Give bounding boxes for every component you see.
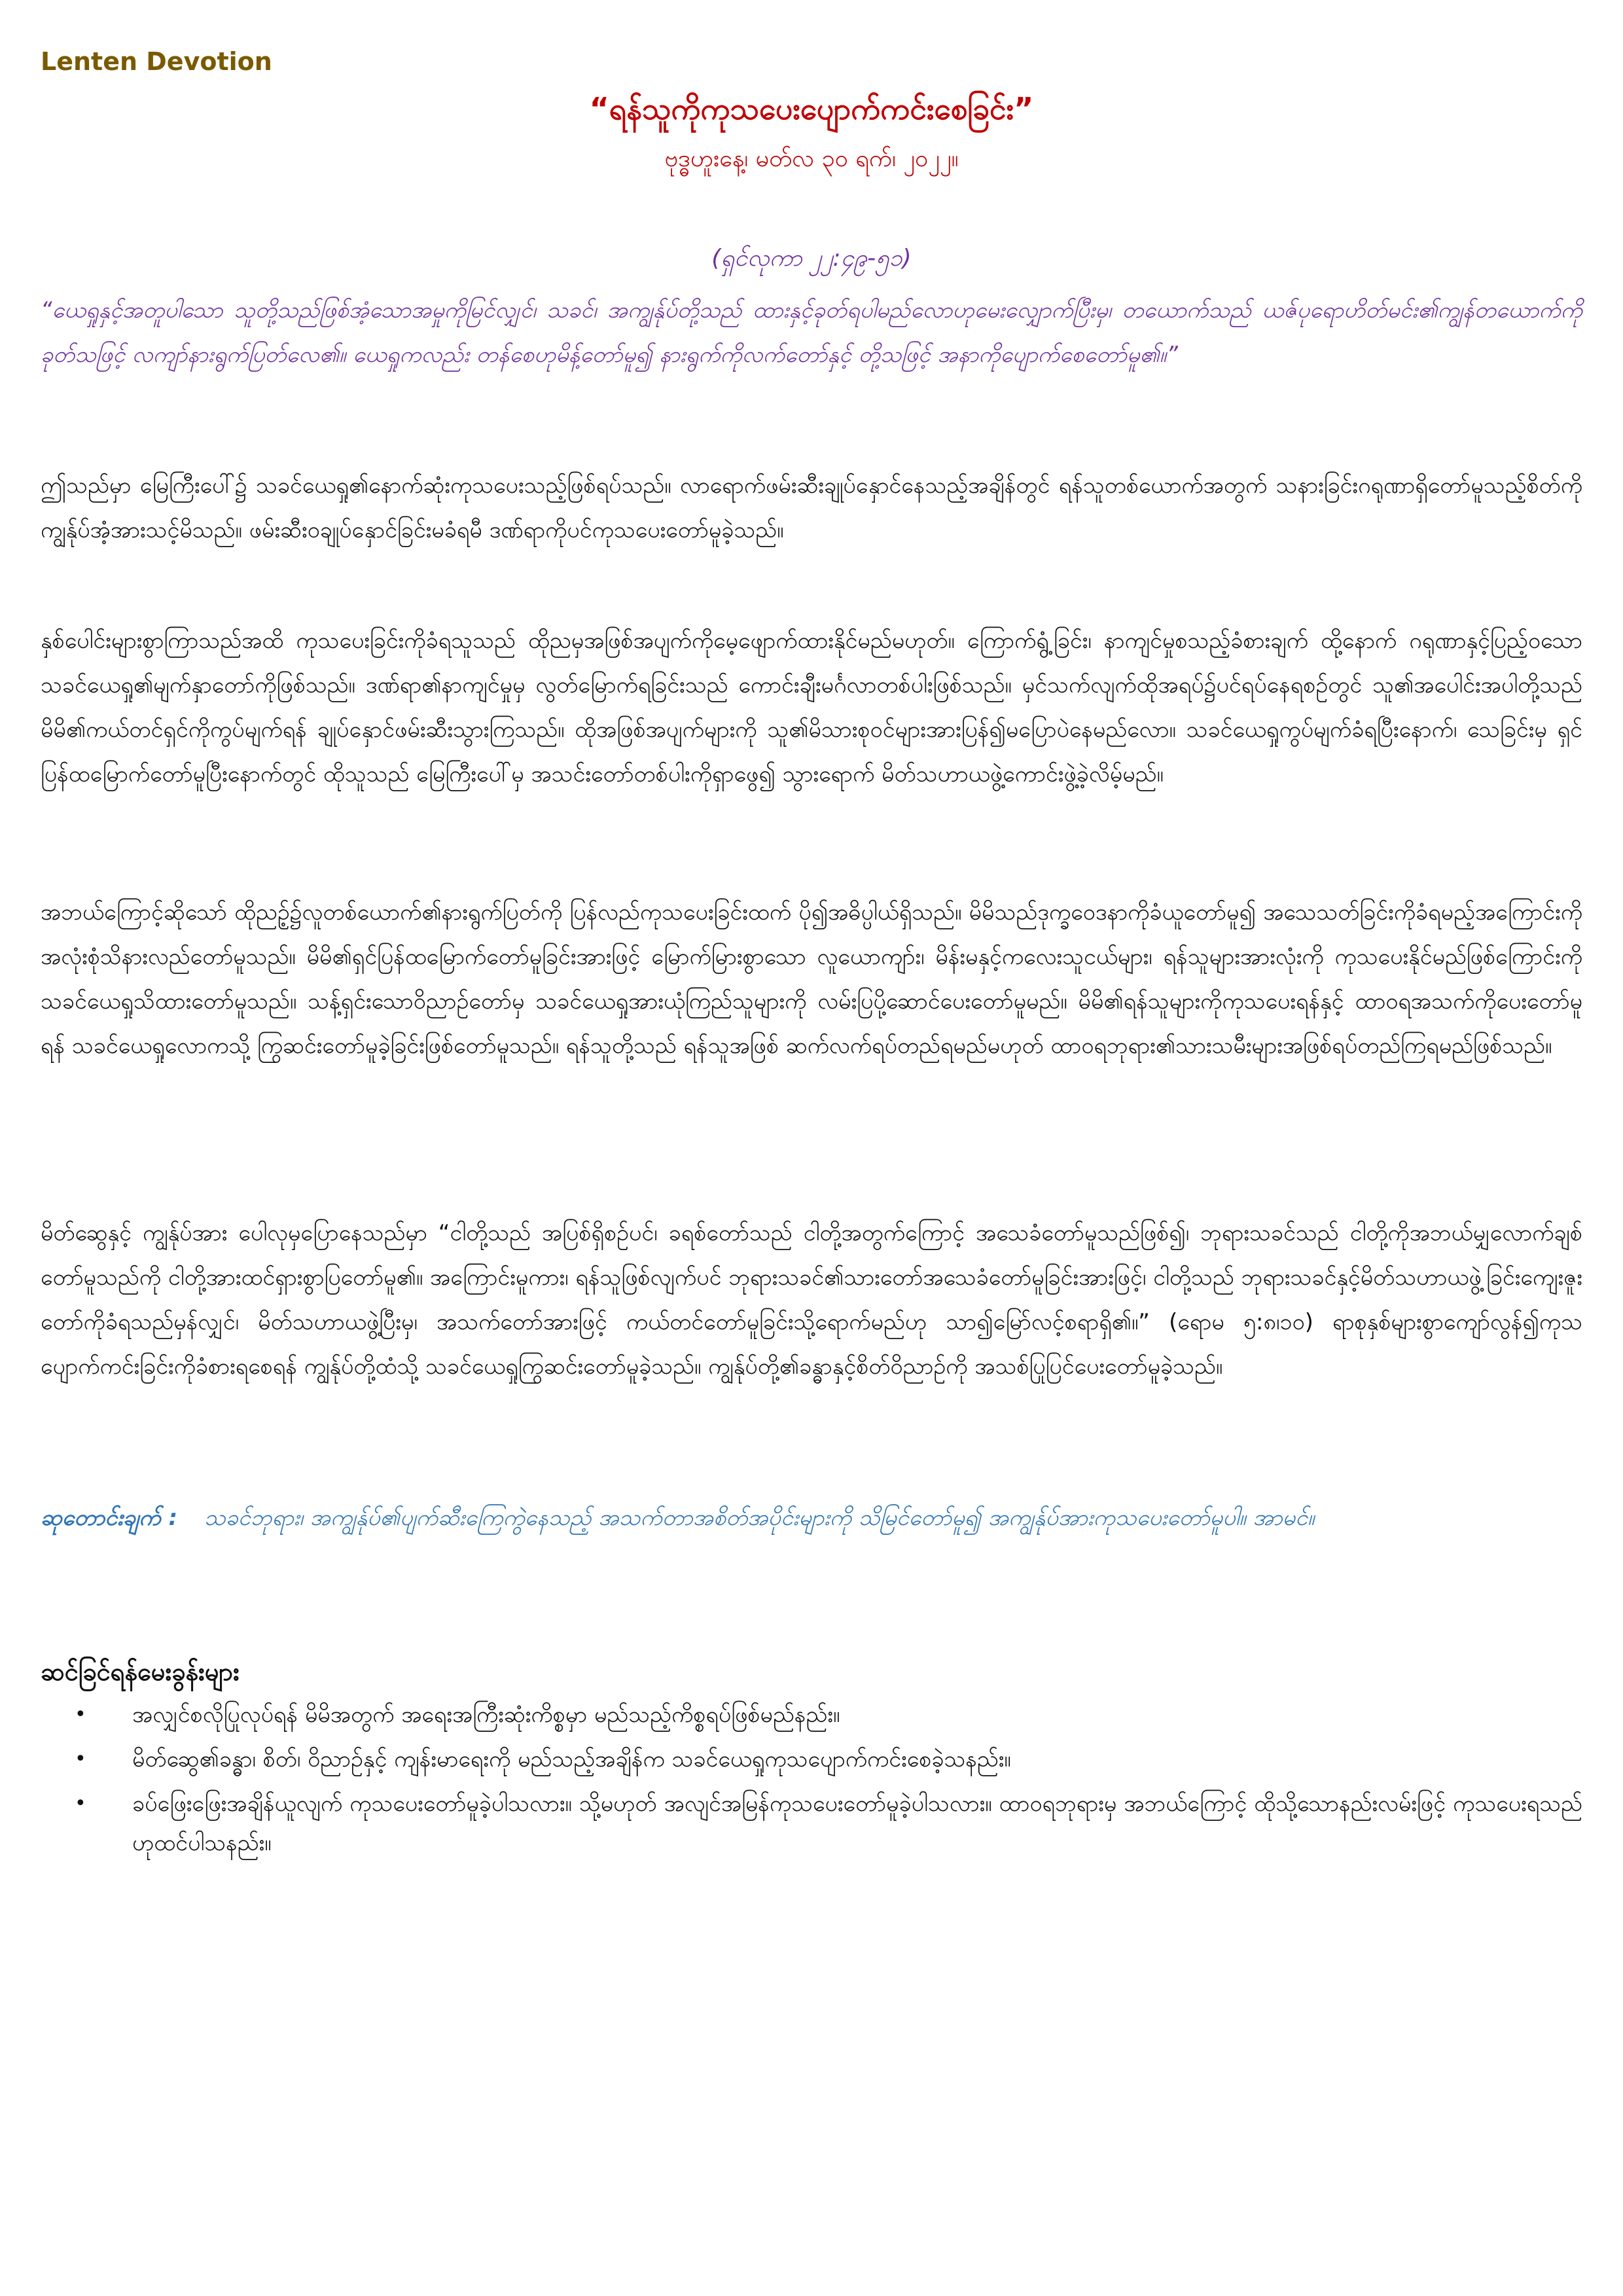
questions-list xyxy=(41,1695,1582,1868)
body-paragraph-1: ဤသည်မှာ မြေကြီးပေါ်၌ သခင်ယေရှု၏နောက်ဆုံးကုသပေးသည့်ဖြစ်ရပ်သည်။ လာရောက်ဖမ်းဆီးချုပ်နှောင်နေသည့်အချိန်တွင် ရန်သူတစ်ယောက်အတွက် သနားခြင်းဂရုဏာရှိတော်မူသည့်စိတ်ကို ကျွန်ုပ်အံ့အားသင့်မိသည်။ ဖမ်းဆီးဝချုပ်နှောင်ခြင်းမခံရမီ ဒဏ်ရာကိုပင်ကုသပေးတော်မူခဲ့သည်။ xyxy=(41,473,1582,543)
questions-heading: ဆင်ခြင်ရန်မေးခွန်းများ xyxy=(41,1657,240,1686)
body-paragraph-4: မိတ်ဆွေနှင့် ကျွန်ုပ်အား ပေါလုမှပြောနေသည်မှာ “ငါတို့သည် အပြစ်ရှိစဉ်ပင်၊ ခရစ်တော်သည် ငါတို့အတွက်ကြောင့် အသေခံတော်မူသည်ဖြစ်၍၊ ဘုရားသခင်သည် ငါတို့ကိုအဘယ်မျှလောက်ချစ်တော်မူသည်ကို ငါတို့အားထင်ရှားစွာပြတော်မူ၏။ အကြောင်းမူကား၊ ရန်သူဖြစ်လျက်ပင် ဘုရားသခင်၏သားတော်အသေခံတော်မူခြင်းအားဖြင့်၊ ငါတို့သည် ဘုရားသခင်နှင့်မိတ်သဟာယဖွဲ့ခြင်းကျေးဇူးတော်ကိုခံရသည်မှန်လျှင်၊ မိတ်သဟာယဖွဲ့ပြီးမှ၊ အသက်တော်အားဖြင့် ကယ်တင်တော်မူခြင်းသို့ရောက်မည်ဟု သာ၍မြော်လင့်စရာရှိ၏။” (ရောမ ၅:၈၊၁၀) ရာစုနှစ်များစွာကျော်လွန်၍ကုသ ပျောက်ကင်းခြင်းကိုခံစားရစေရန် ကျွန်ုပ်တို့ထံသို့ သခင်ယေရှုကြွဆင်းတော်မူခဲ့သည်။ ကျွန်ုပ်တို့၏ခန္ဓာနှင့်စိတ်ဝိညာဉ်ကို အသစ်ပြုပြင်ပေးတော်မူခဲ့သည်။ xyxy=(41,1220,1582,1380)
bullet-icon: • xyxy=(75,1748,86,1770)
bullet-icon: • xyxy=(75,1792,86,1815)
prayer-label: ဆုတောင်းချက် : xyxy=(41,1505,178,1531)
devotion-date: ဗုဒ္ဓဟူးနေ့၊ မတ်လ ၃၀ ရက်၊ ၂၀၂၂။ xyxy=(664,145,959,172)
list-item xyxy=(75,1784,1582,1863)
prayer-block xyxy=(41,1496,1582,1540)
question-text: အလျှင်စလိုပြုလုပ်ရန် မိမိအတွက် အရေးအကြီးဆုံးကိစ္စမှာ မည်သည့်ကိစ္စရပ်ဖြစ်မည်နည်း။ xyxy=(132,1702,840,1728)
body-paragraph-3: အဘယ်ကြောင့်ဆိုသော် ထိုညဉ့်၌လူတစ်ယောက်၏နားရွက်ပြတ်ကို ပြန်လည်ကုသပေးခြင်းထက် ပို၍အဓိပ္ပါယ်ရှိသည်။ မိမိသည်ဒုက္ခဝေဒနာကိုခံယူတော်မူ၍ အသေသတ်ခြင်းကိုခံရမည့်အကြောင်းကို အလုံးစုံသိနားလည်တော်မူသည်။ မိမိ၏ရှင်ပြန်ထမြောက်တော်မူခြင်းအားဖြင့် မြောက်မြားစွာသော လူယောကျာ်း၊ မိန်းမနှင့်ကလေးသူငယ်များ၊ ရန်သူများအားလုံးကို ကုသပေးနိုင်မည်ဖြစ်ကြောင်းကို သခင်ယေရှုသိထားတော်မူသည်။ သန့်ရှင်းသောဝိညာဉ်တော်မှ သခင်ယေရှုအားယုံကြည်သူများကို လမ်းပြပို့ဆောင်ပေးတော်မူမည်။ မိမိ၏ရန်သူများကိုကုသပေးရန်နှင့် ထာဝရအသက်ကိုပေးတော်မူရန် သခင်ယေရှုလောကသို့ ကြွဆင်းတော်မူခဲ့ခြင်းဖြစ်တော်မူသည်။ ရန်သူတို့သည် ရန်သူအဖြစ် ဆက်လက်ရပ်တည်ရမည်မဟုတ် ထာဝရဘုရား၏သားသမီးများအဖြစ်ရပ်တည်ကြရမည်ဖြစ်သည်။ xyxy=(41,899,1582,1059)
prayer-text: သခင်ဘုရား၊ အကျွန်ုပ်၏ပျက်ဆီးကြေကွဲနေသည့် အသက်တာအစိတ်အပိုင်းများကို သိမြင်တော်မူ၍ အကျွန်ုပ်အားကုသပေးတော်မူပါ။ အာမင်။ xyxy=(204,1505,1315,1531)
brand-heading: Lenten Devotion xyxy=(41,47,272,76)
list-item xyxy=(75,1695,1582,1734)
list-item xyxy=(75,1740,1582,1779)
question-text: မိတ်ဆွေ၏ခန္ဓာ၊ စိတ်၊ ဝိညာဉ်နှင့် ကျန်းမာရေးကို မည်သည့်အချိန်က သခင်ယေရှုကုသပျောက်ကင်းစေခဲ့သနည်း။ xyxy=(132,1746,1011,1772)
bullet-icon: • xyxy=(75,1703,86,1726)
question-text: ခပ်ဖြေးဖြေးအချိန်ယူလျက် ကုသပေးတော်မူခဲ့ပါသလား။ သို့မဟုတ် အလျင်အမြန်ကုသပေးတော်မူခဲ့ပါသလား။ ထာဝရဘုရားမှ အဘယ်ကြောင့် ထိုသို့သောနည်းလမ်းဖြင့် ကုသပေးရသည်ဟုထင်ပါသနည်း။ xyxy=(132,1791,1582,1856)
scripture-passage: “ယေရှုနှင့်အတူပါသော သူတို့သည်ဖြစ်အံ့သောအမှုကိုမြင်လျှင်၊ သခင်၊ အကျွန်ုပ်တို့သည် ထားနှင့်ခုတ်ရပါမည်လောဟုမေးလျှောက်ပြီးမှ၊ တယောက်သည် ယဇ်ပုရောဟိတ်မင်း၏ကျွန်တယောက်ကိုခုတ်သဖြင့် လကျာ်နားရွက်ပြတ်လေ၏။ ယေရှုကလည်း တန်စေဟုမိန့်တော်မူ၍ နားရွက်ကိုလက်တော်နှင့် တို့သဖြင့် အနာကိုပျောက်စေတော်မူ၏။” xyxy=(41,297,1582,368)
body-paragraph-2: နှစ်ပေါင်းများစွာကြာသည်အထိ ကုသပေးခြင်းကိုခံရသူသည် ထိုညမှအဖြစ်အပျက်ကိုမေ့ဖျောက်ထားနိုင်မည်မဟုတ်။ ကြောက်ရွံ့ခြင်း၊ နာကျင်မှုစသည့်ခံစားချက် ထို့နောက် ဂရုဏာနှင့်ပြည့်ဝသော သခင်ယေရှု၏မျက်နှာတော်ကိုဖြစ်သည်။ ဒဏ်ရာ၏နာကျင်မှုမှ လွတ်မြောက်ရခြင်းသည် ကောင်းချီးမင်္ဂလာတစ်ပါးဖြစ်သည်။ မှင်သက်လျက်ထိုအရပ်၌ပင်ရပ်နေရစဉ်တွင် သူ၏အပေါင်းအပါတို့သည် မိမိ၏ကယ်တင်ရှင်ကိုကွပ်မျက်ရန် ချုပ်နှောင်ဖမ်းဆီးသွားကြသည်။ ထိုအဖြစ်အပျက်များကို သူ၏မိသားစုဝင်များအားပြန်၍မပြောပဲနေမည်လော။ သခင်ယေရှုကွပ်မျက်ခံရပြီးနောက်၊ သေခြင်းမှ ရှင်ပြန်ထမြောက်တော်မူပြီးနောက်တွင် ထိုသူသည် မြေကြီးပေါ်မှ အသင်းတော်တစ်ပါးကိုရှာဖွေ၍ သွားရောက် မိတ်သဟာယဖွဲ့ကောင်းဖွဲ့ခဲ့လိမ့်မည်။ xyxy=(41,628,1582,787)
devotion-title: “ရန်သူကိုကုသပေးပျောက်ကင်းစေခြင်း” xyxy=(589,91,1034,126)
scripture-reference: (ရှင်လုကာ ၂၂:၄၉-၅၁) xyxy=(711,245,912,272)
